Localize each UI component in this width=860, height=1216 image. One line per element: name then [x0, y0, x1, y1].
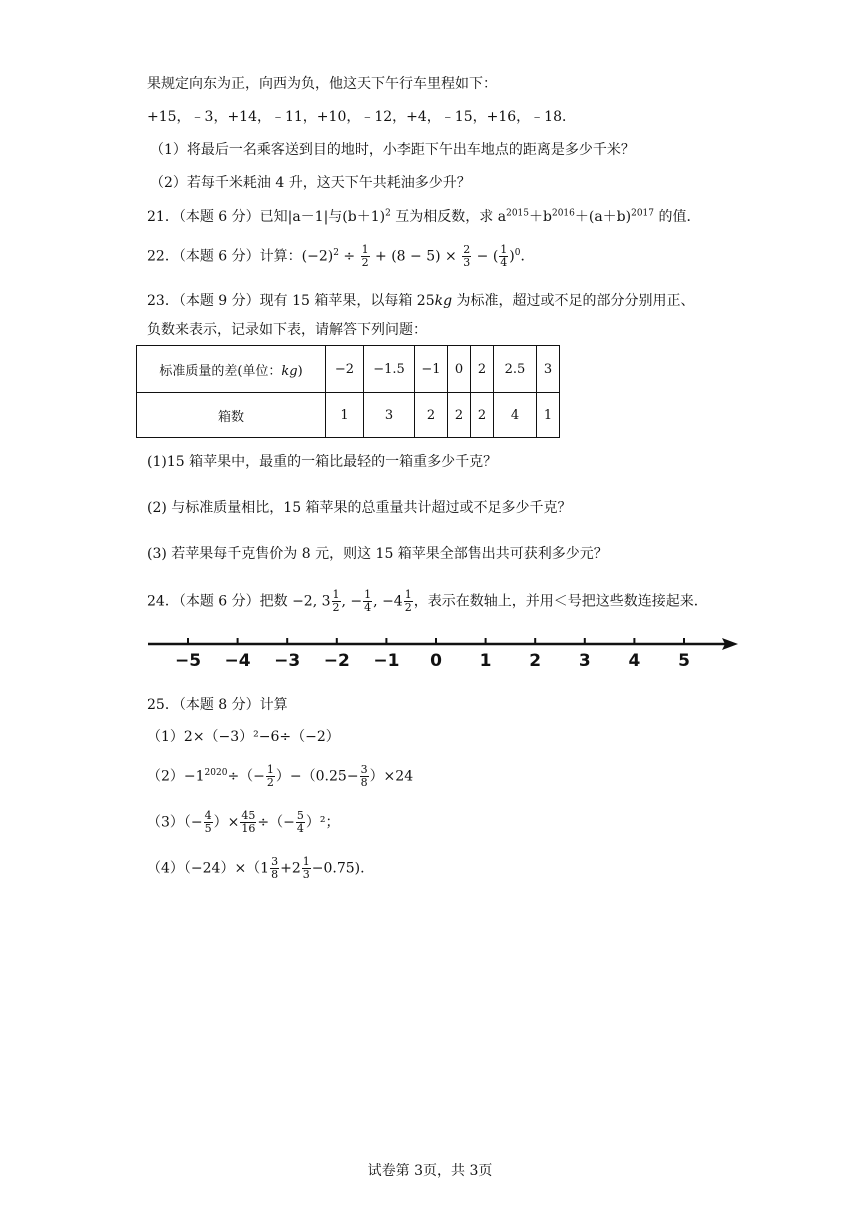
- problem-20-q2: （2）若每千米耗油 4 升，这天下午共耗油多少升？: [150, 175, 471, 191]
- table-cell: 1: [326, 393, 364, 438]
- page-footer: 试卷第 3页，共 3页: [367, 1163, 493, 1179]
- problem-23-q2: (2) 与标准质量相比，15 箱苹果的总重量共计超过或不足多少千克？: [147, 500, 572, 516]
- p25-2-text-c: ）−（0.25−: [275, 768, 359, 785]
- frac-denominator: 4: [500, 256, 508, 269]
- p22-frac-3: [499, 244, 508, 269]
- axis-tick-label: −2: [323, 651, 350, 671]
- frac-denominator: 2: [404, 601, 412, 614]
- p24-text-a: 24．（本题 6 分）把数 −2, 3: [147, 593, 331, 610]
- p25-3-text-d: ）²；: [305, 814, 340, 831]
- p22-exp: 2: [333, 247, 339, 258]
- table-cell: −1: [415, 346, 448, 393]
- p25-3-text-a: （3）（−: [147, 814, 203, 831]
- p25-3-text-c: ÷（−: [257, 814, 295, 831]
- p21-text-a: 21．（本题 6 分）已知|a－1|与(b＋1): [147, 209, 386, 225]
- p22-mid: + (8 − 5) ×: [370, 248, 462, 265]
- table-row-label: 箱数: [137, 393, 326, 438]
- problem-24: [147, 589, 708, 614]
- problem-25-1: （1）2×（−3）²−6÷（−2）: [147, 729, 340, 745]
- axis-tick-label: 5: [678, 651, 690, 671]
- p21-text-b: 互为相反数，求 a: [390, 209, 507, 225]
- frac-denominator: 8: [271, 868, 279, 881]
- number-line: [140, 628, 750, 678]
- problem-23-q3: (3) 若苹果每千克售价为 8 元，则这 15 箱苹果全部售出共可获利多少元？: [147, 546, 608, 562]
- p21-exp-2016: 2016: [551, 208, 575, 219]
- p22-minus: − (: [472, 248, 499, 265]
- p21-exp-2017: 2017: [631, 208, 655, 219]
- p25-2-text-b: ÷（−: [227, 768, 265, 785]
- frac-denominator: 2: [332, 601, 340, 614]
- table-cell: 0: [448, 346, 471, 393]
- p24-frac-1: [332, 589, 341, 614]
- frac-numerator: 1: [404, 588, 412, 601]
- frac-denominator: 4: [296, 822, 304, 835]
- frac-numerator: 1: [302, 855, 310, 868]
- p25-2-frac-2: [360, 764, 369, 789]
- table-row: [137, 346, 560, 393]
- p22-base: (−2): [301, 248, 334, 265]
- p25-2-text-a: （2）−1: [147, 768, 205, 785]
- p22-close: ): [509, 248, 515, 265]
- problem-23-line1: [147, 291, 695, 311]
- axis-tick-label: −5: [174, 651, 202, 671]
- p22-exp-0: 0: [514, 247, 521, 258]
- p25-4-frac-1: [270, 856, 279, 881]
- p24-text-d: ，表示在数轴上，并用＜号把这些数连接起来．: [413, 593, 708, 610]
- frac-numerator: 1: [361, 243, 369, 256]
- p23-unit: kg: [434, 293, 453, 309]
- problem-20-q1: （1）将最后一名乘客送到目的地时，小李距下午出车地点的距离是多少千米？: [150, 142, 635, 158]
- problem-23-line2: 负数来表示，记录如下表，请解答下列问题：: [147, 322, 427, 338]
- axis-tick-label: −3: [274, 651, 301, 671]
- p25-3-frac-2: [240, 810, 256, 835]
- table-cell: 3: [364, 393, 415, 438]
- p22-label: 22．（本题 6 分）计算：: [147, 248, 302, 265]
- p25-3-frac-3: [296, 810, 305, 835]
- p21-exp-2015: 2015: [506, 208, 529, 219]
- frac-denominator: 2: [361, 256, 369, 269]
- p22-end: ．: [520, 248, 535, 265]
- frac-numerator: 45: [241, 809, 256, 822]
- table-cell: 2: [448, 393, 471, 438]
- frac-denominator: 5: [204, 822, 212, 835]
- frac-denominator: 4: [364, 601, 372, 614]
- frac-denominator: 8: [360, 776, 368, 789]
- p25-4-text-a: （4）（−24）×（1: [147, 860, 270, 877]
- axis-tick-label: 3: [578, 651, 591, 671]
- p21-text-d: ＋(a＋b): [574, 209, 632, 225]
- p23-text-b: 为标准，超过或不足的部分分别用正、: [452, 293, 695, 309]
- p24-frac-2: [363, 589, 372, 614]
- frac-denominator: 2: [266, 776, 274, 789]
- p22-frac-2: [462, 244, 471, 269]
- mileage-record: +15，﹣3，+14，﹣11，+10，﹣12，+4，﹣15，+16，﹣18．: [147, 109, 576, 125]
- problem-25-title: 25．（本题 8 分）计算: [147, 697, 288, 713]
- axis-tick-label: −4: [224, 651, 251, 671]
- table-cell: 4: [494, 393, 537, 438]
- axis-tick-label: 2: [529, 651, 542, 671]
- axis-tick-label: 4: [628, 651, 641, 671]
- p21-exp-2: 2: [385, 208, 391, 219]
- frac-numerator: 1: [332, 588, 340, 601]
- header-close: ): [297, 363, 303, 379]
- header-text: 标准质量的差(单位：: [159, 363, 282, 379]
- p22-frac-1: [361, 244, 370, 269]
- table-cell: 2: [415, 393, 448, 438]
- table-cell: 2: [471, 393, 494, 438]
- p25-4-frac-2: [302, 856, 311, 881]
- table-row: [137, 393, 560, 438]
- p23-text-a: 23．（本题 9 分）现有 15 箱苹果，以每箱 25: [147, 293, 435, 309]
- problem-22: [147, 244, 535, 269]
- problem-23-q1: (1)15 箱苹果中，最重的一箱比最轻的一箱重多少千克？: [147, 454, 498, 470]
- table-header-cell: [137, 346, 326, 393]
- axis-tick-label: 1: [479, 651, 492, 671]
- frac-denominator: 16: [241, 822, 256, 835]
- table-cell: −1.5: [364, 346, 415, 393]
- problem-25-3: [147, 810, 339, 835]
- p21-text-c: ＋b: [529, 209, 552, 225]
- p22-div: ÷: [338, 248, 360, 265]
- p24-text-b: , −: [341, 593, 363, 610]
- frac-numerator: 1: [364, 588, 372, 601]
- problem-25-4: [147, 856, 365, 881]
- frac-denominator: 3: [463, 256, 471, 269]
- header-unit: kg: [281, 363, 298, 379]
- p25-3-frac-1: [204, 810, 213, 835]
- axis-tick-label: 0: [430, 651, 442, 671]
- p24-frac-3: [404, 589, 413, 614]
- p25-2-frac-1: [266, 764, 275, 789]
- apple-weight-table: [136, 345, 560, 438]
- problem-25-2: [147, 764, 413, 789]
- table-cell: 2.5: [494, 346, 537, 393]
- problem-21: [147, 207, 700, 227]
- frac-numerator: 5: [296, 809, 304, 822]
- p24-text-c: , −4: [373, 593, 403, 610]
- table-cell: 2: [471, 346, 494, 393]
- p25-3-text-b: ）×: [213, 814, 240, 831]
- frac-numerator: 4: [204, 809, 212, 822]
- table-cell: 3: [537, 346, 560, 393]
- p25-2-exp: 2020: [204, 767, 228, 778]
- p25-4-text-c: −0.75).: [311, 860, 365, 877]
- table-cell: 1: [537, 393, 560, 438]
- frac-numerator: 1: [266, 763, 274, 776]
- axis-tick-label: −1: [373, 651, 400, 671]
- p25-4-text-b: +2: [280, 860, 301, 877]
- intro-line: 果规定向东为正，向西为负，他这天下午行车里程如下：: [147, 76, 497, 92]
- p21-text-e: 的值．: [654, 209, 701, 225]
- frac-numerator: 2: [463, 243, 471, 256]
- frac-numerator: 3: [360, 763, 368, 776]
- p25-2-text-d: ）×24: [369, 768, 414, 785]
- frac-numerator: 1: [500, 243, 508, 256]
- frac-numerator: 3: [271, 855, 279, 868]
- table-cell: −2: [326, 346, 364, 393]
- frac-denominator: 3: [302, 868, 310, 881]
